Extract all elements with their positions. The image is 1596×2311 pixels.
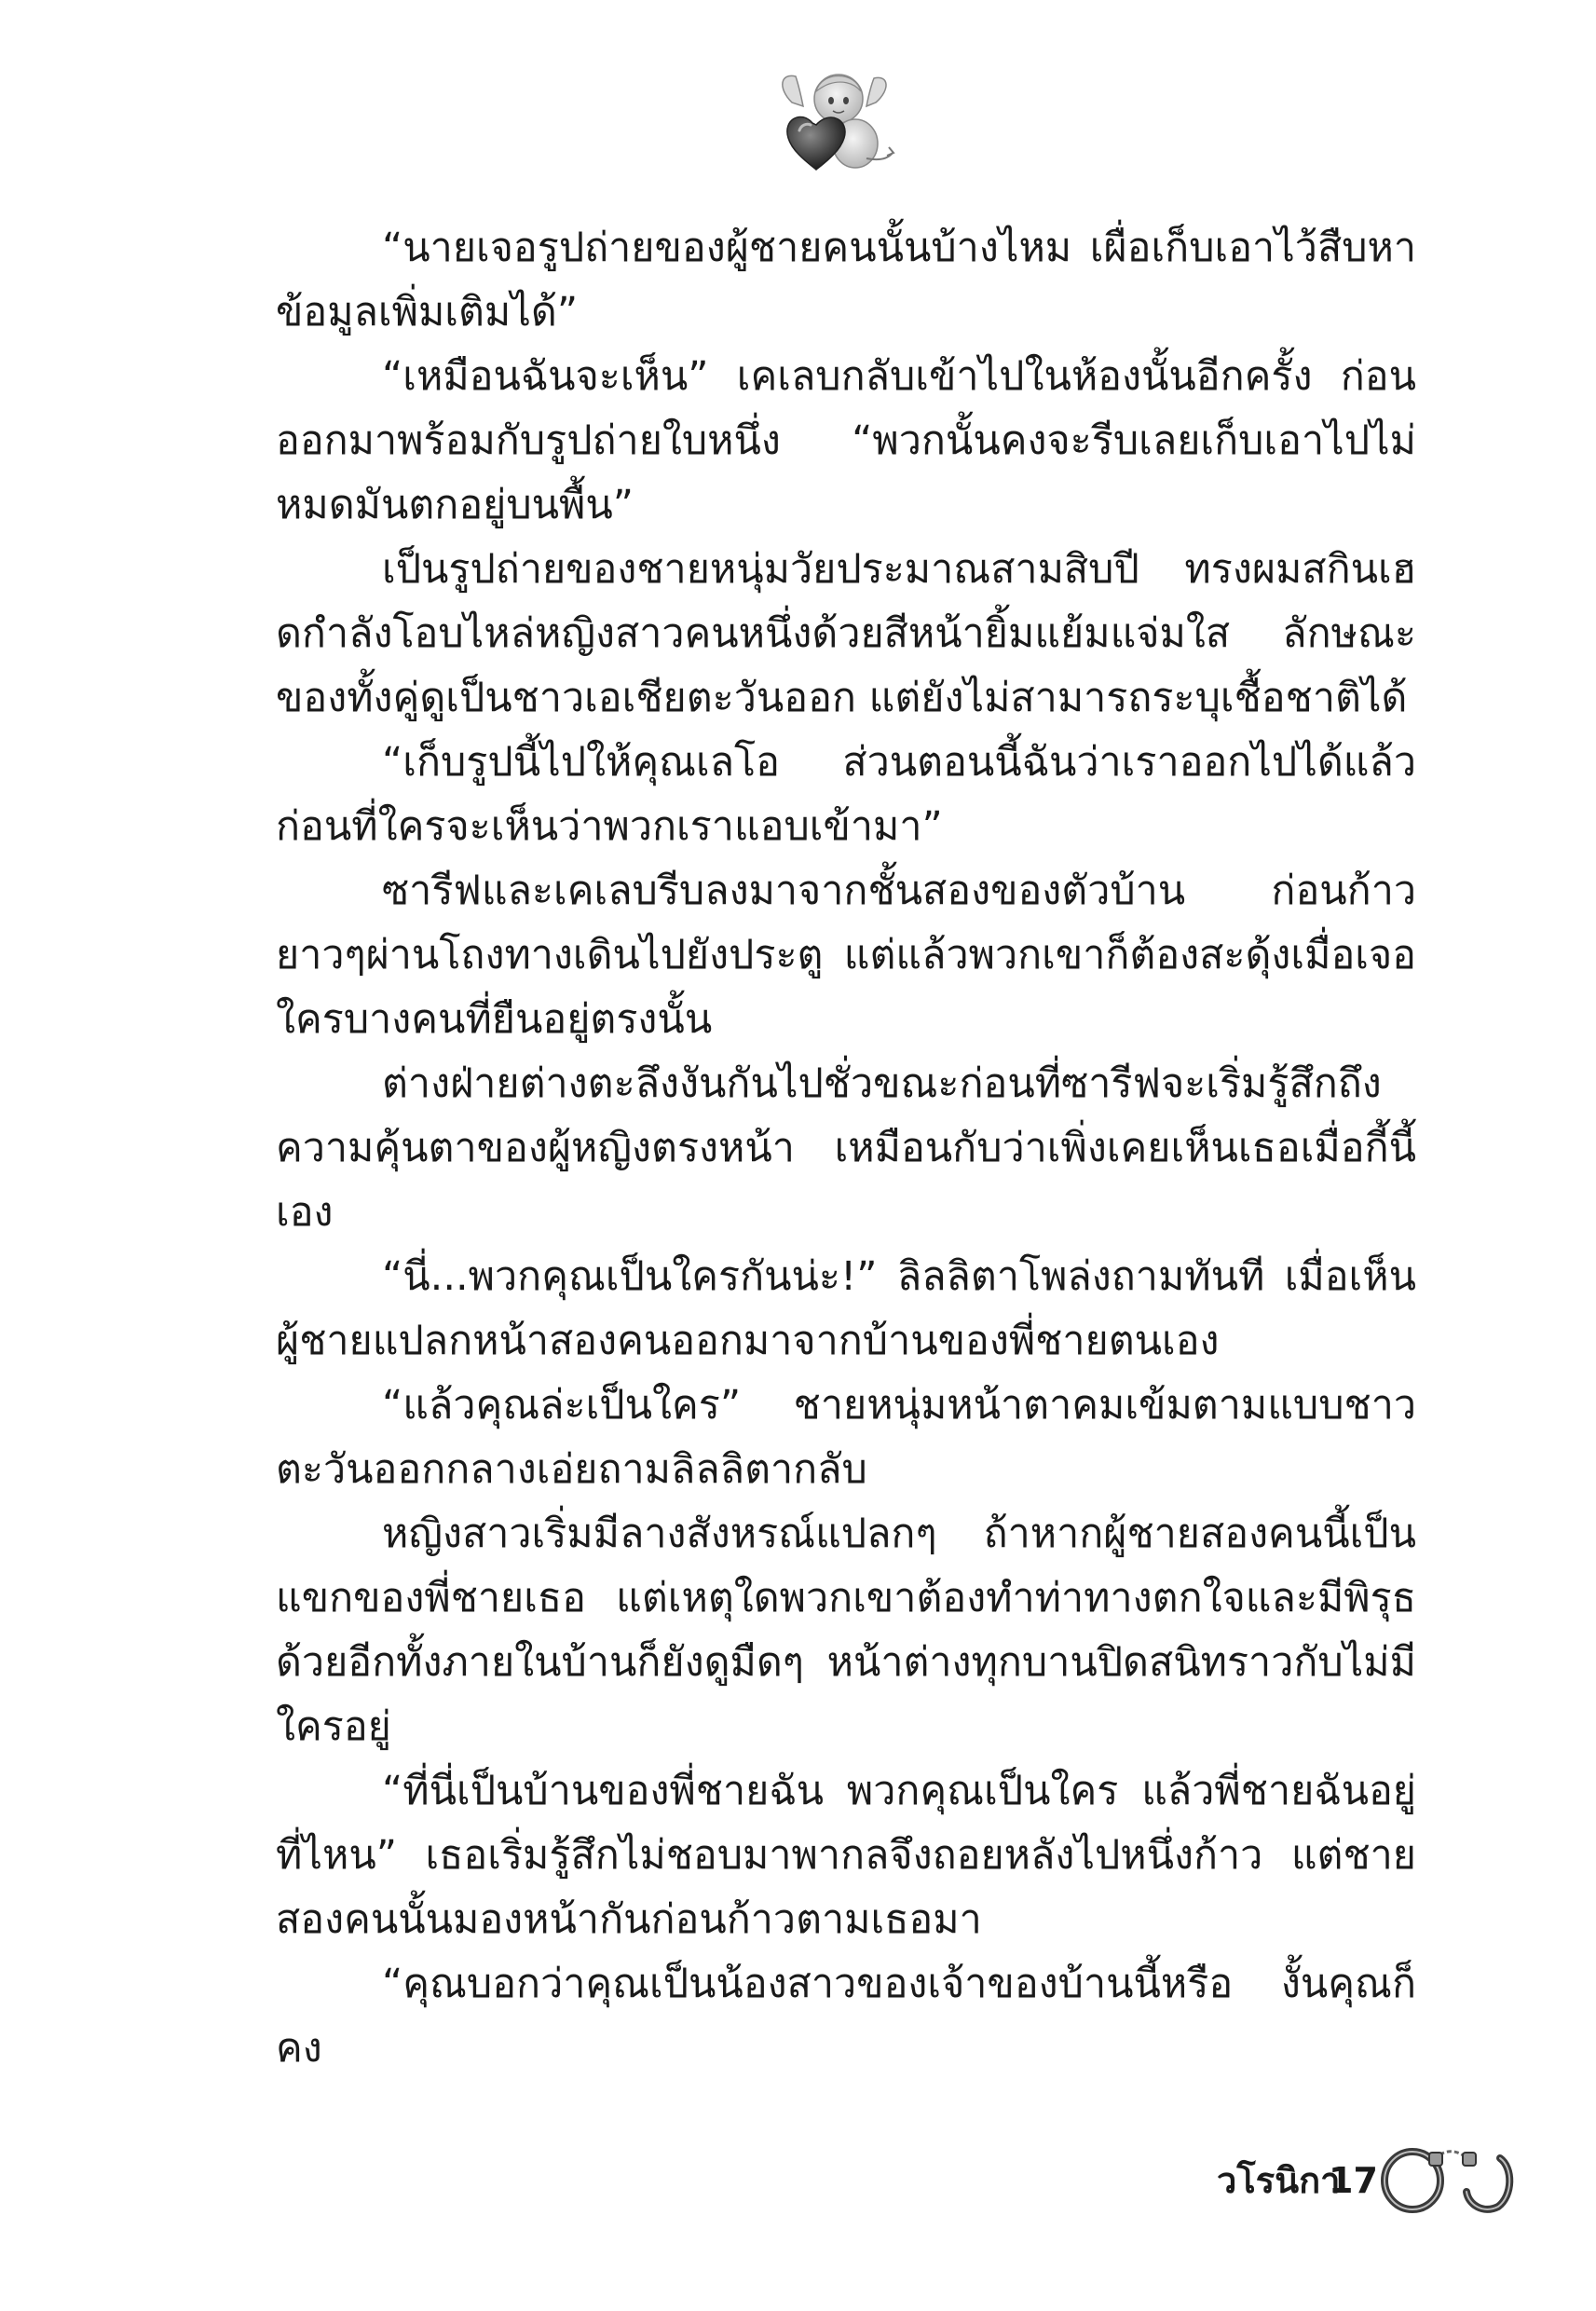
paragraph: “คุณบอกว่าคุณเป็นน้องสาวของเจ้าของบ้านนี้หรือ งั้นคุณก็คง [276,1961,1416,2072]
paragraph: “ที่นี่เป็นบ้านของพี่ชายฉัน พวกคุณเป็นใคร แล้วพี่ชายฉันอยู่ที่ไหน” เธอเริ่มรู้สึกไม่ชอบมาพากลจึงถอยหลังไปหนึ่งก้าว แต่ชายสองคนนั้นมองหน้ากันก่อนก้าวตามเธอมา [276,1768,1416,1943]
paragraph: “นายเจอรูปถ่ายของผู้ชายคนนั้นบ้างไหม เผื่อเก็บเอาไว้สืบหาข้อมูลเพิ่มเติมได้” [276,225,1416,335]
paragraph: ซารีฟและเคเลบรีบลงมาจากชั้นสองของตัวบ้าน ก่อนก้าวยาวๆผ่านโถงทางเดินไปยังประตู แต่แล้วพวกเขาก็ต้องสะดุ้งเมื่อเจอใครบางคนที่ยืนอยู่ตรงนั้น [276,868,1416,1043]
page-footer [1200,2134,1535,2218]
cherub-heart-icon [775,65,896,177]
paragraph: “แล้วคุณล่ะเป็นใคร” ชายหนุ่มหน้าตาคมเข้มตามแบบชาวตะวันออกกลางเอ่ยถามลิลลิตากลับ [276,1382,1416,1493]
handcuffs-icon [1377,2140,1526,2216]
paragraph: ต่างฝ่ายต่างตะลึงงันกันไปชั่วขณะก่อนที่ซารีฟจะเริ่มรู้สึกถึงความคุ้นตาของผู้หญิงตรงหน้า เหมือนกับว่าเพิ่งเคยเห็นเธอเมื่อกี้นี้เอง [276,1060,1416,1236]
page-number: 17 [1329,2160,1378,2201]
paragraph: เป็นรูปถ่ายของชายหนุ่มวัยประมาณสามสิบปี ทรงผมสกินเฮดกำลังโอบไหล่หญิงสาวคนหนึ่งด้วยสีหน้ายิ้มแย้มแจ่มใส ลักษณะของทั้งคู่ดูเป็นชาวเอเชียตะวันออก แต่ยังไม่สามารถระบุเชื้อชาติได้ [276,546,1416,721]
text-body [276,216,1416,2081]
paragraph: “เหมือนฉันจะเห็น” เคเลบกลับเข้าไปในห้องนั้นอีกครั้ง ก่อนออกมาพร้อมกับรูปถ่ายใบหนึ่ง “พวกนั้นคงจะรีบเลยเก็บเอาไปไม่หมดมันตกอยู่บนพื้น” [276,353,1416,528]
paragraph: หญิงสาวเริ่มมีลางสังหรณ์แปลกๆ ถ้าหากผู้ชายสองคนนี้เป็นแขกของพี่ชายเธอ แต่เหตุใดพวกเขาต้องทำท่าทางตกใจและมีพิรุธด้วยอีกทั้งภายในบ้านก็ยังดูมืดๆ หน้าต่างทุกบานปิดสนิทราวกับไม่มีใครอยู่ [276,1511,1416,1750]
paragraph: “เก็บรูปนี้ไปให้คุณเลโอ ส่วนตอนนี้ฉันว่าเราออกไปได้แล้วก่อนที่ใครจะเห็นว่าพวกเราแอบเข้ามา” [276,739,1416,850]
author-name: วโรนิกา [1217,2160,1341,2201]
paragraph: “นี่...พวกคุณเป็นใครกันน่ะ!” ลิลลิตาโพล่งถามทันที เมื่อเห็นผู้ชายแปลกหน้าสองคนออกมาจากบ้านของพี่ชายตนเอง [276,1253,1416,1364]
